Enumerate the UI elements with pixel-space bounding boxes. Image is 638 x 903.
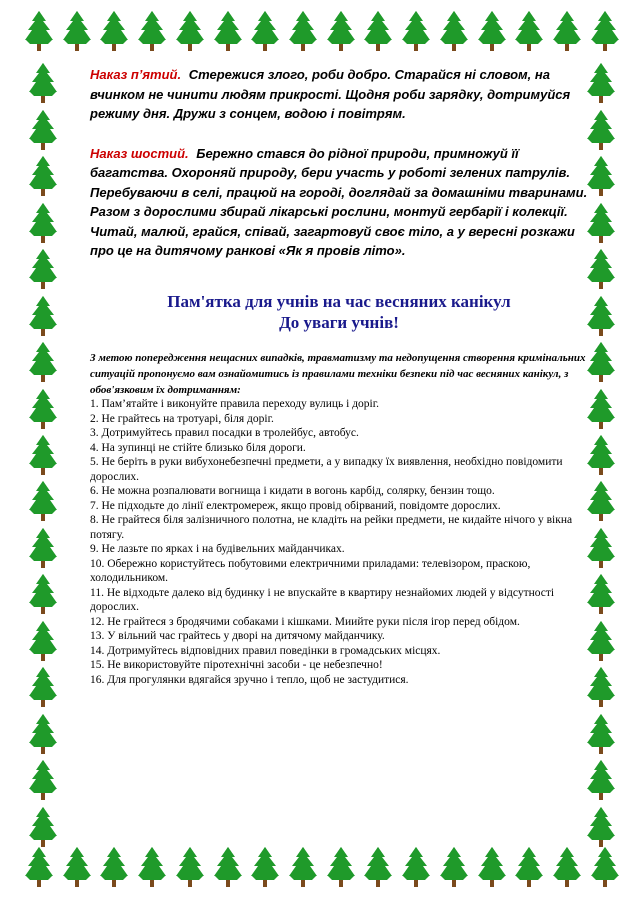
christmas-tree-icon [97, 10, 131, 52]
christmas-tree-icon [26, 388, 60, 430]
order-six-text: Бережно стався до рідної природи, примножуй її багатства. Охороняй природу, бери участь у роботі зелених патрулів. Перебуваючи в селі, працюй на городі, доглядай за домашніми тваринами. Разом з дорослими збирай лікарські рослини, монтуй гербарії і колекції. Читай, малюй, грайся, співай, загартовуй своє тіло, а у вересні розкажи про це на дитячому ранкові «Як я провів літо». [90, 145, 588, 258]
rules-list [90, 397, 592, 687]
rule-item: 14. Дотримуйтесь відповідних правил поведінки в громадських місцях. [90, 644, 441, 657]
christmas-tree-icon [26, 666, 60, 708]
rule-item: 9. Не лазьте по ярках і на будівельних майданчиках. [90, 543, 345, 555]
christmas-tree-icon [26, 202, 60, 244]
order-six [90, 144, 588, 261]
christmas-tree-icon [26, 109, 60, 151]
christmas-tree-icon [361, 10, 395, 52]
rule-item: 2. Не грайтесь на тротуарі, біля доріг. [90, 412, 274, 425]
rule-item: 10. Обережно користуйтесь побутовими електричними приладами: телевізором, праскою, холодильником. [90, 557, 531, 584]
christmas-tree-icon [361, 846, 395, 888]
christmas-tree-icon [248, 10, 282, 52]
rule-item: 7. Не підходьте до лінії електромереж, якщо провід обірваний, повідомте дорослих. [90, 499, 501, 512]
christmas-tree-icon [324, 846, 358, 888]
christmas-tree-icon [26, 248, 60, 290]
christmas-tree-icon [26, 620, 60, 662]
christmas-tree-icon [26, 62, 60, 104]
memo-intro: З метою попередження нещасних випадків, травматизму та недопущення створення кримінальних ситуацій пропонуємо вам ознайомитись із правилами техніки безпеки під час весняних канікул, з обов'язковим їх дотриманням: [90, 352, 586, 396]
christmas-tree-icon [22, 846, 56, 888]
christmas-tree-icon [26, 759, 60, 801]
rule-item: 4. На зупинці не стійте близько біля дороги. [90, 441, 306, 454]
christmas-tree-icon [26, 573, 60, 615]
christmas-tree-icon [584, 295, 618, 337]
christmas-tree-icon [512, 846, 546, 888]
rule-item: 8. Не грайтеся біля залізничного полотна, не кладіть на рейки предмети, не кидайте нічого у вікна потягу. [90, 514, 573, 541]
orders-section [90, 65, 588, 261]
order-five-lead: Наказ п’ятий. [90, 67, 182, 82]
christmas-tree-icon [286, 846, 320, 888]
christmas-tree-icon [26, 480, 60, 522]
christmas-tree-icon [173, 846, 207, 888]
christmas-tree-icon [26, 806, 60, 848]
christmas-tree-icon [584, 806, 618, 848]
border-left [26, 60, 62, 850]
christmas-tree-icon [211, 846, 245, 888]
rule-item: 6. Не можна розпалювати вогнища і кидати в вогонь карбід, солярку, бензин тощо. [90, 485, 495, 497]
christmas-tree-icon [399, 846, 433, 888]
christmas-tree-icon [286, 10, 320, 52]
rule-item: 3. Дотримуйтесь правил посадки в тролейбус, автобус. [90, 427, 359, 439]
christmas-tree-icon [399, 10, 433, 52]
christmas-tree-icon [135, 846, 169, 888]
christmas-tree-icon [437, 10, 471, 52]
christmas-tree-icon [584, 62, 618, 104]
christmas-tree-icon [26, 434, 60, 476]
christmas-tree-icon [26, 155, 60, 197]
rule-item: 11. Не відходьте далеко від будинку і не впускайте в квартиру незнайомих людей у відсутності дорослих. [90, 586, 555, 613]
christmas-tree-icon [324, 10, 358, 52]
christmas-tree-icon [584, 713, 618, 755]
christmas-tree-icon [512, 10, 546, 52]
christmas-tree-icon [26, 527, 60, 569]
christmas-tree-icon [584, 759, 618, 801]
christmas-tree-icon [60, 10, 94, 52]
christmas-tree-icon [584, 202, 618, 244]
rule-item: 16. Для прогулянки вдягайся зручно і тепло, щоб не застудитися. [90, 673, 409, 686]
christmas-tree-icon [22, 10, 56, 52]
border-bottom [22, 846, 622, 888]
christmas-tree-icon [26, 341, 60, 383]
rule-item: 15. Не використовуйте піротехнічні засоби - це небезпечно! [90, 659, 383, 671]
christmas-tree-icon [584, 248, 618, 290]
christmas-tree-icon [135, 10, 169, 52]
christmas-tree-icon [173, 10, 207, 52]
christmas-tree-icon [26, 713, 60, 755]
christmas-tree-icon [97, 846, 131, 888]
rule-item: 1. Пам’ятайте і виконуйте правила переходу вулиць і доріг. [90, 398, 380, 410]
christmas-tree-icon [475, 10, 509, 52]
order-six-lead: Наказ шостий. [90, 145, 189, 161]
rule-item: 13. У вільний час грайтесь у дворі на дитячому майданчику. [90, 630, 385, 642]
memo-heading [90, 291, 588, 333]
christmas-tree-icon [584, 155, 618, 197]
memo-subtitle: До уваги учнів! [279, 313, 399, 332]
christmas-tree-icon [26, 295, 60, 337]
christmas-tree-icon [475, 846, 509, 888]
order-five [90, 65, 588, 124]
order-five-text: Стережися злого, роби добро. Старайся ні словом, на вчинком не чинити людям прикрості. Щодня роби зарядку, дотримуйся режиму дня. Дружи з сонцем, водою і повітрям. [90, 67, 571, 121]
christmas-tree-icon [588, 846, 622, 888]
christmas-tree-icon [550, 846, 584, 888]
christmas-tree-icon [588, 10, 622, 52]
christmas-tree-icon [248, 846, 282, 888]
rule-item: 12. Не грайтеся з бродячими собаками і кішками. Миийте руки після ігор перед обідом. [90, 615, 520, 628]
christmas-tree-icon [437, 846, 471, 888]
christmas-tree-icon [550, 10, 584, 52]
christmas-tree-icon [60, 846, 94, 888]
border-top [22, 10, 622, 52]
christmas-tree-icon [584, 109, 618, 151]
memo-title: Пам'ятка для учнів на час весняних канікул [167, 292, 511, 311]
christmas-tree-icon [211, 10, 245, 52]
rule-item: 5. Не беріть в руки вибухонебезпечні предмети, а у випадку їх виявлення, необхідно повідомити дорослих. [90, 456, 563, 483]
